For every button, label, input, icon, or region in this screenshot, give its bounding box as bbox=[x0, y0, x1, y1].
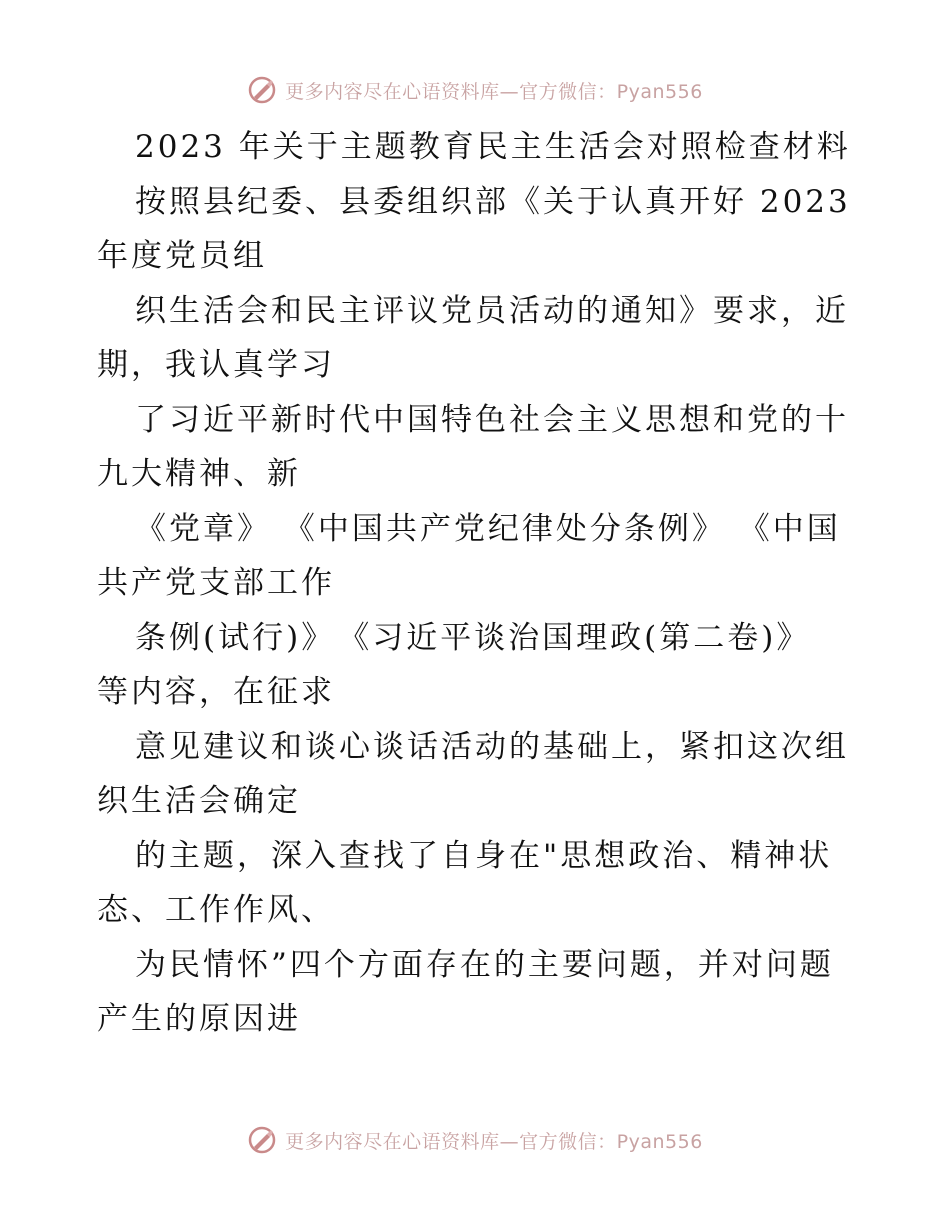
text-line: 等内容，在征求 bbox=[97, 674, 335, 710]
text-line: 按照县纪委、县委组织部《关于认真开好 2023 bbox=[135, 183, 851, 220]
text-line: 了习近平新时代中国特色社会主义思想和党的十 bbox=[135, 401, 849, 438]
text-line: 年度党员组 bbox=[97, 238, 267, 274]
document-title: 2023 年关于主题教育民主生活会对照检查材料 bbox=[135, 129, 851, 165]
text-line: 意见建议和谈心谈话活动的基础上，紧扣这次组 bbox=[135, 728, 849, 765]
text-line: 条例(试行)》 《习近平谈治国理政(第二卷)》 bbox=[135, 619, 811, 656]
text-line: 《党章》 《中国共产党纪律处分条例》 《中国 bbox=[135, 510, 841, 547]
text-line: 产生的原因进 bbox=[97, 1001, 301, 1037]
watermark-text: 更多内容尽在心语资料库—官方微信：Pyan556 bbox=[285, 80, 703, 103]
text-line: 织生活会和民主评议党员活动的通知》要求，近 bbox=[135, 292, 849, 329]
text-line: 共产党支部工作 bbox=[97, 565, 335, 601]
text-line: 织生活会确定 bbox=[97, 783, 301, 819]
watermark-header bbox=[0, 70, 950, 110]
watermark-footer bbox=[0, 1120, 950, 1160]
watermark-text: 更多内容尽在心语资料库—官方微信：Pyan556 bbox=[285, 1130, 703, 1153]
text-line: 九大精神、新 bbox=[97, 456, 301, 492]
text-line: 期，我认真学习 bbox=[97, 347, 335, 383]
text-line: 的主题，深入查找了自身在"思想政治、精神状 bbox=[135, 837, 833, 874]
pen-logo-icon bbox=[247, 1125, 277, 1155]
text-line: 态、工作作风、 bbox=[97, 892, 335, 928]
text-line: 为民情怀”四个方面存在的主要问题，并对问题 bbox=[135, 946, 834, 983]
document-body bbox=[97, 120, 857, 1047]
pen-logo-icon bbox=[247, 75, 277, 105]
